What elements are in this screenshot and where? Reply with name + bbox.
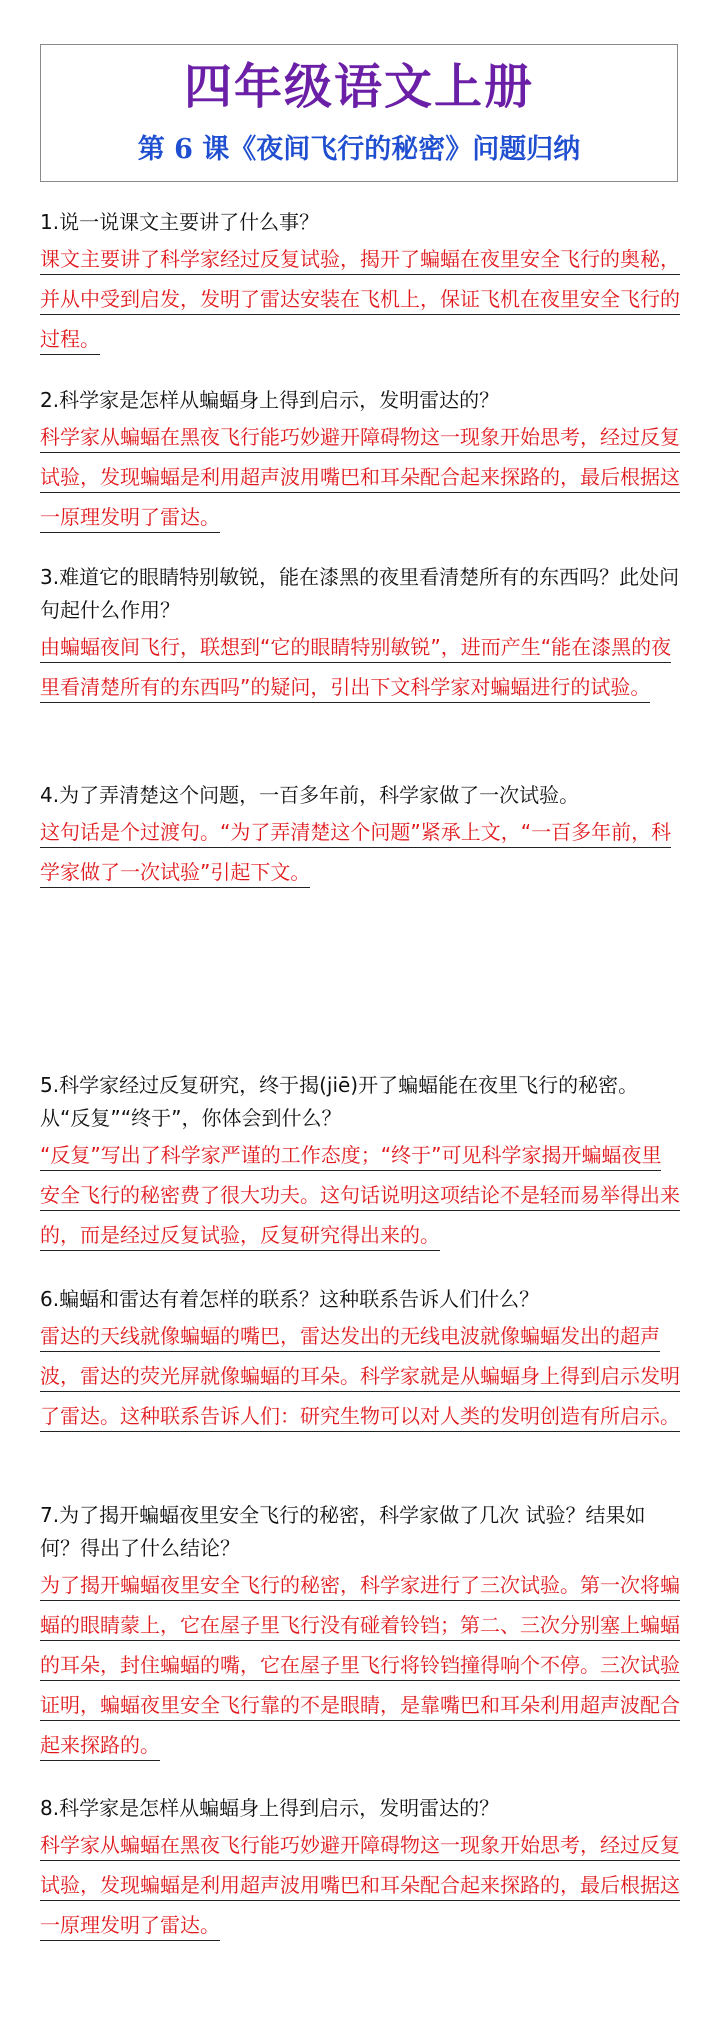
question-3: 3.难道它的眼睛特别敏锐，能在漆黑的夜里看清楚所有的东西吗？此处问句起什么作用？ — [40, 565, 680, 622]
answer-8-text: 科学家从蝙蝠在黑夜飞行能巧妙避开障碍物这一现象开始思考，经过反复试验，发现蝙蝠是利用超声波用嘴巴和耳朵配合起来探路的，最后根据这一原理发明了雷达。 — [40, 1833, 680, 1941]
answer-3-text: 由蝙蝠夜间飞行，联想到“它的眼睛特别敏锐”，进而产生“能在漆黑的夜里看清楚所有的东西吗”的疑问，引出下文科学家对蝙蝠进行的试验。 — [40, 635, 671, 703]
question-2: 2.科学家是怎样从蝙蝠身上得到启示，发明雷达的？ — [40, 388, 500, 412]
question-7: 7.为了揭开蝙蝠夜里安全飞行的秘密，科学家做了几次 试验？结果如何？得出了什么结论？ — [40, 1503, 646, 1560]
answer-7-text: 为了揭开蝙蝠夜里安全飞行的秘密，科学家进行了三次试验。第一次将蝙蝠的眼睛蒙上，它在屋子里飞行没有碰着铃铛；第二、三次分别塞上蝙蝠的耳朵，封住蝙蝠的嘴，它在屋子里飞行将铃铛撞得响个不停。三次试验证明，蝙蝠夜里安全飞行靠的不是眼睛，是靠嘴巴和耳朵利用超声波配合起来探路的。 — [40, 1573, 680, 1761]
qa-item-2 — [40, 384, 680, 537]
answer-5-text: “反复”写出了科学家严谨的工作态度；“终于”可见科学家揭开蝙蝠夜里安全飞行的秘密费了很大功夫。这句话说明这项结论不是轻而易举得出来的，而是经过反复试验，反复研究得出来的。 — [40, 1143, 680, 1251]
title-box — [40, 44, 678, 182]
answer-1-text: 课文主要讲了科学家经过反复试验，揭开了蝙蝠在夜里安全飞行的奥秘，并从中受到启发，发明了雷达安装在飞机上，保证飞机在夜里安全飞行的过程。 — [40, 247, 680, 355]
qa-item-1 — [40, 206, 680, 359]
qa-item-3 — [40, 561, 680, 707]
answer-2 — [40, 417, 680, 537]
question-8: 8.科学家是怎样从蝙蝠身上得到启示，发明雷达的？ — [40, 1796, 500, 1820]
question-5: 5.科学家经过反复研究，终于揭(jiē)开了蝙蝠能在夜里飞行的秘密。从“反复”“终于”，你体会到什么？ — [40, 1073, 639, 1130]
answer-6-text: 雷达的天线就像蝙蝠的嘴巴，雷达发出的无线电波就像蝙蝠发出的超声波，雷达的荧光屏就像蝙蝠的耳朵。科学家就是从蝙蝠身上得到启示发明了雷达。这种联系告诉人们：研究生物可以对人类的发明创造有所启示。 — [40, 1324, 680, 1432]
answer-8 — [40, 1825, 680, 1945]
answer-6 — [40, 1316, 680, 1436]
page-title: 四年级语文上册 — [183, 59, 534, 115]
question-4: 4.为了弄清楚这个问题，一百多年前，科学家做了一次试验。 — [40, 783, 580, 807]
answer-7 — [40, 1565, 680, 1765]
answer-4 — [40, 812, 680, 892]
answer-5 — [40, 1135, 680, 1255]
qa-item-4 — [40, 779, 680, 892]
answer-3 — [40, 627, 680, 707]
qa-item-7 — [40, 1499, 680, 1765]
answer-4-text: 这句话是个过渡句。“为了弄清楚这个问题”紧承上文，“一百多年前，科学家做了一次试验”引起下文。 — [40, 820, 671, 888]
answer-2-text: 科学家从蝙蝠在黑夜飞行能巧妙避开障碍物这一现象开始思考，经过反复试验，发现蝙蝠是利用超声波用嘴巴和耳朵配合起来探路的，最后根据这一原理发明了雷达。 — [40, 425, 680, 533]
lesson-subtitle: 第 6 课《夜间飞行的秘密》问题归纳 — [137, 134, 581, 165]
question-1: 1.说一说课文主要讲了什么事？ — [40, 210, 320, 234]
question-6: 6.蝙蝠和雷达有着怎样的联系？这种联系告诉人们什么？ — [40, 1287, 540, 1311]
qa-item-8 — [40, 1792, 680, 1945]
qa-item-5 — [40, 1069, 680, 1255]
qa-item-6 — [40, 1283, 680, 1436]
answer-1 — [40, 239, 680, 359]
